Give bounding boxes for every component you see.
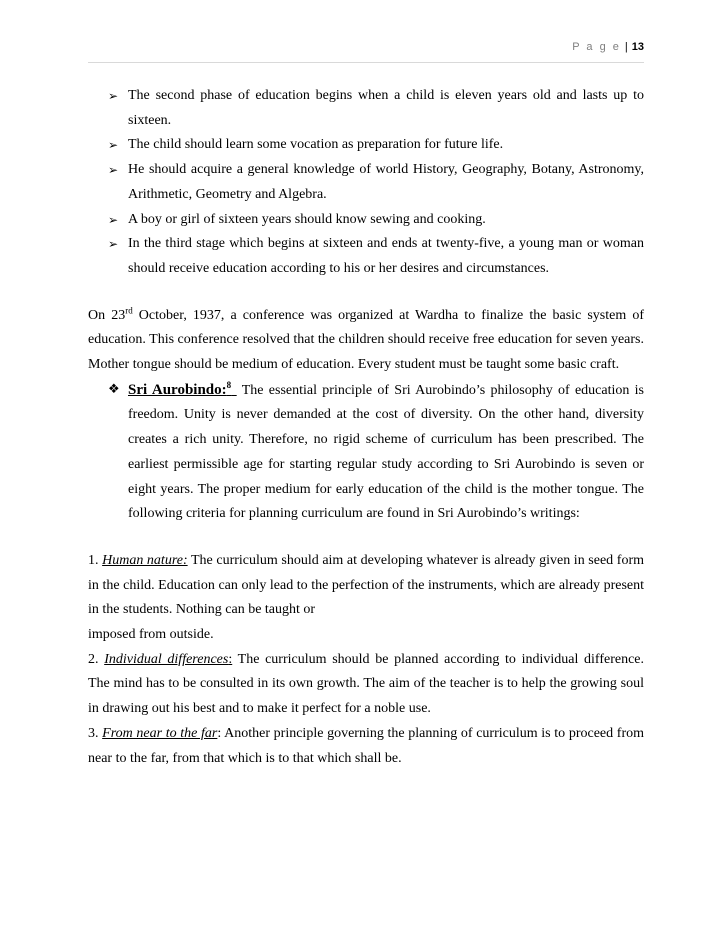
aurobindo-heading: Sri Aurobindo:$^8$	[128, 379, 232, 398]
arrow-bullet-icon: ➢	[108, 89, 119, 103]
criterion-individual-differences: 2. Individual differences: The curriculum should be planned according to individual difference. The mind has to be consulted in its own growth. The aim of the teacher is to help the growing soul in drawing out his best and to make it perfect for a noble use.	[88, 651, 645, 717]
page-separator: |	[624, 41, 628, 53]
criterion-title: Individual differences	[104, 651, 229, 667]
criterion-near-to-far: 3. From near to the far: Another principle governing the planning of curriculum is to proceed from near to the far, from that which is to that which shall be.	[88, 725, 644, 766]
page-body	[88, 84, 644, 771]
list-item: ➢ He should acquire a general knowledge of world History, Geography, Botany, Astronomy, Arithmetic, Geometry and Algebra.	[88, 158, 644, 207]
list-item: ➢ The second phase of education begins when a child is eleven years old and lasts up to sixteen.	[88, 84, 644, 133]
page-label: P a g e	[572, 41, 621, 53]
diamond-bullet-list	[88, 378, 644, 527]
arrow-bullet-icon: ➢	[108, 237, 119, 252]
criterion-human-nature: 1. Human nature: The curriculum should aim at developing whatever is already given in seed form in the child. Education can only lead to the perfection of the instruments, which are already present in the students. Nothing can be taught or	[88, 552, 645, 618]
diamond-bullet-icon: ❖	[108, 381, 120, 397]
footnote-marker: 8	[226, 379, 232, 390]
ordinal-suffix: rd	[125, 304, 133, 315]
wardha-paragraph: On 23rd October, 1937, a conference was organized at Wardha to finalize the basic system of education. This conference resolved that the children should receive free education for seven years. Mother tongue should be medium of education. Every student must be taught some basic craft.	[88, 304, 645, 373]
header-divider	[88, 62, 644, 63]
arrow-bullet-list	[88, 84, 644, 282]
arrow-bullet-icon: ➢	[108, 163, 119, 178]
list-item: ➢ A boy or girl of sixteen years should know sewing and cooking.	[88, 208, 644, 233]
arrow-bullet-icon: ➢	[108, 138, 119, 153]
list-item: ❖ Sri Aurobindo:$^8$ The essential principle of Sri Aurobindo’s philosophy of education is freedom. Unity is never demanded at the cost of diversity. On the other hand, diversity creates a rich unity. Therefore, no rigid scheme of curriculum has been prescribed. The earliest permissible age for starting regular study according to Sri Aurobindo is seven or eight years. The proper medium for early education of the child is the mother tongue. The following criteria for planning curriculum are found in Sri Aurobindo’s writings:	[108, 379, 644, 522]
list-item: ➢ The child should learn some vocation as preparation for future life.	[88, 133, 644, 158]
list-item: ➢ In the third stage which begins at sixteen and ends at twenty-five, a young man or woman should receive education according to his or her desires and circumstances.	[88, 232, 644, 281]
page-number: 13	[631, 41, 644, 53]
criterion-title: Human nature:	[102, 552, 188, 568]
arrow-bullet-icon: ➢	[108, 212, 119, 227]
criterion-title: From near to the far	[102, 725, 218, 741]
criterion-continuation: imposed from outside.	[88, 627, 214, 643]
page-header	[572, 41, 644, 53]
